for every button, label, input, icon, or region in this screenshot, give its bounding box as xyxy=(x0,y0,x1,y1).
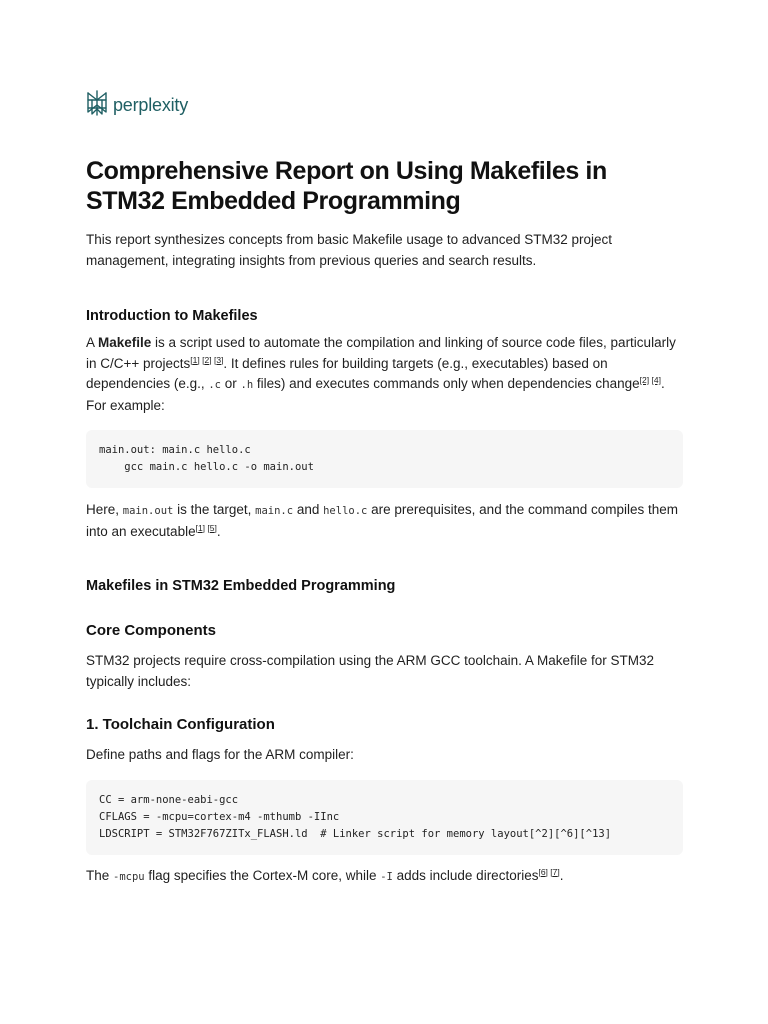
inline-code: .c xyxy=(208,379,221,391)
toolchain-paragraph: Define paths and flags for the ARM compiler: xyxy=(86,747,354,762)
makefile-bold-term: Makefile xyxy=(98,335,152,350)
target-explanation-paragraph: Here, main.out is the target, main.c and hello.c are prerequisites, and the command compiles them into an executable[1] [5]. xyxy=(86,502,679,539)
citation-link-7[interactable]: [7] xyxy=(550,866,560,877)
citation-link-5[interactable]: [5] xyxy=(207,522,217,533)
page-title: Comprehensive Report on Using Makefiles in STM32 Embedded Programming xyxy=(86,157,607,215)
inline-code: -I xyxy=(380,870,393,883)
section-heading-toolchain: 1. Toolchain Configuration xyxy=(86,716,275,733)
report-content xyxy=(86,156,683,887)
citation-link-6[interactable]: [6] xyxy=(538,866,548,877)
inline-code: hello.c xyxy=(323,505,368,517)
citation-link-4[interactable]: [4] xyxy=(651,375,661,385)
inline-code: main.out xyxy=(122,505,174,517)
code-block-makefile-example[interactable]: main.out: main.c hello.c gcc main.c hello.c -o main.out xyxy=(86,430,683,488)
inline-code: -mcpu xyxy=(113,870,145,883)
section-heading-core-components: Core Components xyxy=(86,622,217,639)
code-block-toolchain[interactable]: CC = arm-none-eabi-gcc CFLAGS = -mcpu=cortex-m4 -mthumb -IInc LDSCRIPT = STM32F767ZITx_FLASH.ld # Linker script for memory layout[^2][^6][^13] xyxy=(86,780,683,855)
perplexity-logo xyxy=(86,90,188,121)
citation-link-1[interactable]: [1] xyxy=(195,522,206,533)
logo-text: perplexity xyxy=(113,95,189,115)
citation-link-2[interactable]: [2] xyxy=(202,354,212,365)
citation-link-3[interactable]: [3] xyxy=(213,354,224,365)
makefile-definition-paragraph: A Makefile is a script used to automate the compilation and linking of source code files, particularly in C/C++ projects[1] [2] [3]. It defines rules for building targets (e.g., executables) based on dependencies (e.g., .c or .h files) and executes commands only when dependencies change[2] [4]. For example: xyxy=(86,335,676,413)
perplexity-logo-icon xyxy=(86,90,108,121)
inline-code: .h xyxy=(240,379,254,391)
intro-paragraph: This report synthesizes concepts from basic Makefile usage to advanced STM32 project management, integrating insights from previous queries and search results. xyxy=(86,232,612,268)
citation-link-1[interactable]: [1] xyxy=(190,354,200,365)
inline-code: main.c xyxy=(255,505,294,517)
core-components-paragraph: STM32 projects require cross-compilation using the ARM GCC toolchain. A Makefile for STM32 typically includes: xyxy=(86,653,654,689)
section-heading-introduction: Introduction to Makefiles xyxy=(86,308,258,324)
mcpu-explanation-paragraph: The -mcpu flag specifies the Cortex-M core, while -I adds include directories[6] [7]. xyxy=(86,866,564,883)
section-heading-stm32: Makefiles in STM32 Embedded Programming xyxy=(86,578,396,594)
citation-link-2[interactable]: [2] xyxy=(639,375,650,385)
